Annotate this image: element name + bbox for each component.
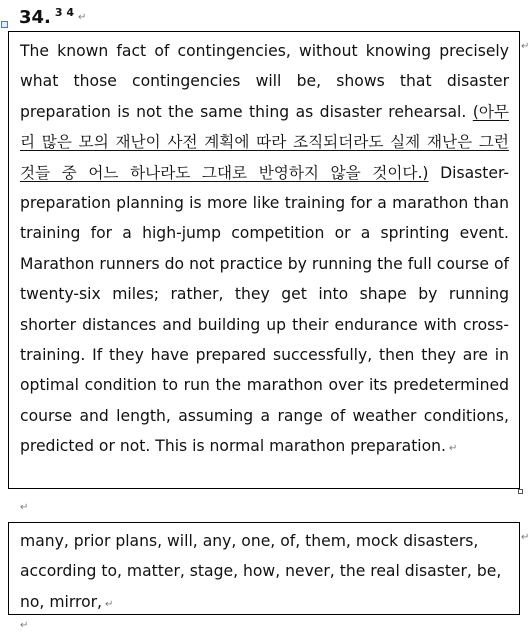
paragraph-mark-icon: ↵ xyxy=(521,41,530,52)
word-bank-words: many, prior plans, will, any, one, of, them, mock disasters, according to, matter, stage, how, never, the real disaster, be, no, mirror, xyxy=(20,532,502,611)
paragraph-mark-icon: ↵ xyxy=(20,620,29,631)
table-resize-handle[interactable] xyxy=(518,489,523,494)
paragraph-mark-icon: ↵ xyxy=(521,532,530,543)
passage-text-before: The known fact of contingencies, without knowing precisely what those contingencies will be, shows that disaster preparation is not the same thing as disaster rehearsal. xyxy=(20,42,509,121)
object-anchor-icon[interactable] xyxy=(1,21,8,28)
paragraph-mark-icon: ↵ xyxy=(449,443,458,455)
passage-text xyxy=(20,36,509,465)
question-number: 34. xyxy=(19,7,51,28)
paragraph-mark-icon: ↵ xyxy=(104,598,114,610)
paragraph-mark-icon: ↵ xyxy=(20,502,29,513)
word-bank-box[interactable] xyxy=(8,522,520,615)
question-header xyxy=(19,5,86,31)
passage-box[interactable] xyxy=(8,31,520,489)
word-bank-text xyxy=(20,526,509,620)
underlined-korean-sentence: (아무리 많은 모의 재난이 사전 계획에 따라 조직되더라도 실제 재난은 그런 것들 중 어느 하나라도 그대로 반영하지 않을 것이다.) xyxy=(20,102,509,182)
passage-text-after: Disaster-preparation planning is more like training for a marathon than training for a high-jump competition or a sprinting event. Marathon runners do not practice by running the full course of twenty-six miles; rather, they get into shape by running shorter distances and building up their endurance with cross-training. If they have prepared successfully, then they are in optimal condition to run the marathon over its predetermined course and length, assuming a range of weather conditions, predicted or not. This is normal marathon preparation. xyxy=(20,163,509,456)
question-superscript: 3 4 xyxy=(54,6,75,19)
paragraph-mark-icon: ↵ xyxy=(78,12,87,23)
